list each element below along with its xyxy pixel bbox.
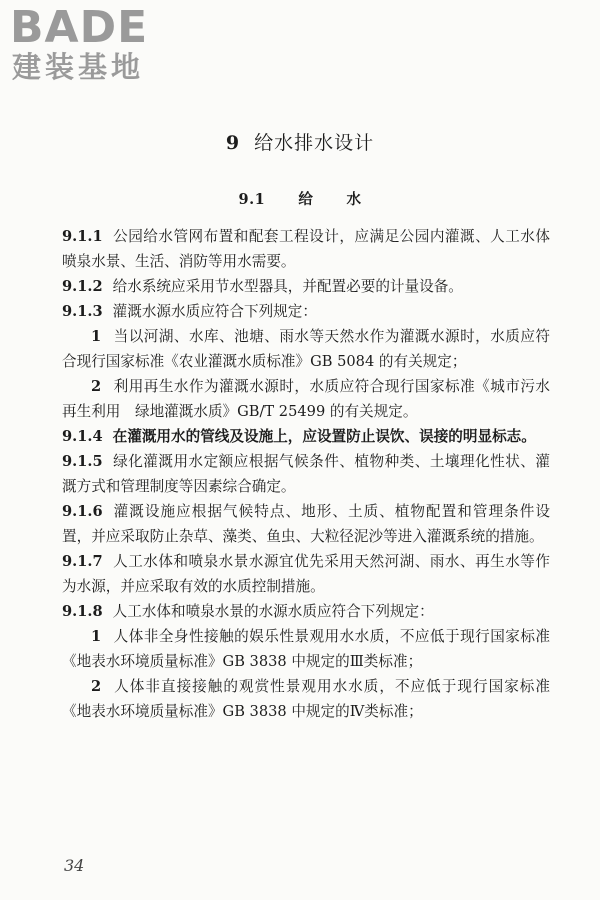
page-number: 34 [64, 856, 85, 875]
item-text: 利用再生水作为灌溉水源时，水质应符合现行国家标准《城市污水再生利用 绿地灌溉水质》GB/T 25499 的有关规定。 [62, 378, 550, 420]
clause-text: 绿化灌溉用水定额应根据气候条件、植物种类、土壤理化性状、灌溉方式和管理制度等因素综合确定。 [62, 453, 550, 495]
clause-9-1-8-item-2 [62, 674, 550, 724]
clause-9-1-3-item-2 [62, 374, 550, 424]
item-number: 2 [91, 678, 102, 695]
clause-text: 灌溉水源水质应符合下列规定： [112, 303, 317, 320]
item-text: 当以河湖、水库、池塘、雨水等天然水作为灌溉水源时，水质应符合现行国家标准《农业灌溉水质标准》GB 5084 的有关规定； [62, 328, 550, 370]
body-text [62, 224, 550, 724]
clause-text: 灌溉设施应根据气候特点、地形、土质、植物配置和管理条件设置，并应采取防止杂草、藻类、鱼虫、大粒径泥沙等进入灌溉系统的措施。 [62, 503, 550, 545]
clause-number: 9.1.3 [62, 303, 103, 320]
section-heading [0, 188, 600, 209]
item-number: 2 [91, 378, 102, 395]
clause-9-1-6 [62, 499, 550, 549]
clause-number: 9.1.8 [62, 603, 103, 620]
clause-9-1-2 [62, 274, 550, 299]
chapter-heading [0, 128, 600, 155]
item-number: 1 [91, 628, 102, 645]
clause-number: 9.1.1 [62, 228, 103, 245]
clause-number: 9.1.2 [62, 278, 103, 295]
clause-9-1-1 [62, 224, 550, 274]
clause-9-1-7 [62, 549, 550, 599]
logo-subtitle: 建装基地 [12, 50, 145, 84]
section-number: 9.1 [238, 191, 266, 208]
clause-9-1-3-item-1 [62, 324, 550, 374]
clause-9-1-8-item-1 [62, 624, 550, 674]
clause-text: 人工水体和喷泉水景水源宜优先采用天然河湖、雨水、再生水等作为水源，并应采取有效的水质控制措施。 [62, 553, 550, 595]
clause-9-1-4 [62, 424, 550, 449]
clause-9-1-5 [62, 449, 550, 499]
item-number: 1 [91, 328, 102, 345]
item-text: 人体非全身性接触的娱乐性景观用水水质，不应低于现行国家标准《地表水环境质量标准》GB 3838 中规定的Ⅲ类标准； [62, 628, 550, 670]
clause-number: 9.1.6 [62, 503, 103, 520]
chapter-title: 给水排水设计 [254, 132, 375, 154]
chapter-number: 9 [225, 132, 241, 154]
clause-text: 在灌溉用水的管线及设施上，应设置防止误饮、误接的明显标志。 [112, 428, 536, 445]
logo-wordmark: BADE [10, 2, 149, 53]
clause-number: 9.1.5 [62, 453, 103, 470]
clause-number: 9.1.4 [62, 428, 103, 445]
bade-logo [6, 2, 176, 90]
clause-text: 公园给水管网布置和配套工程设计，应满足公园内灌溉、人工水体喷泉水景、生活、消防等用水需要。 [62, 228, 550, 270]
clause-number: 9.1.7 [62, 553, 103, 570]
clause-9-1-8 [62, 599, 550, 624]
item-text: 人体非直接接触的观赏性景观用水水质，不应低于现行国家标准《地表水环境质量标准》GB 3838 中规定的Ⅳ类标准； [62, 678, 550, 720]
clause-text: 人工水体和喷泉水景的水源水质应符合下列规定： [112, 603, 434, 620]
clause-9-1-3 [62, 299, 550, 324]
section-title-char-2: 水 [346, 191, 362, 208]
clause-text: 给水系统应采用节水型器具，并配置必要的计量设备。 [112, 278, 463, 295]
section-title-char-1: 给 [298, 191, 314, 208]
